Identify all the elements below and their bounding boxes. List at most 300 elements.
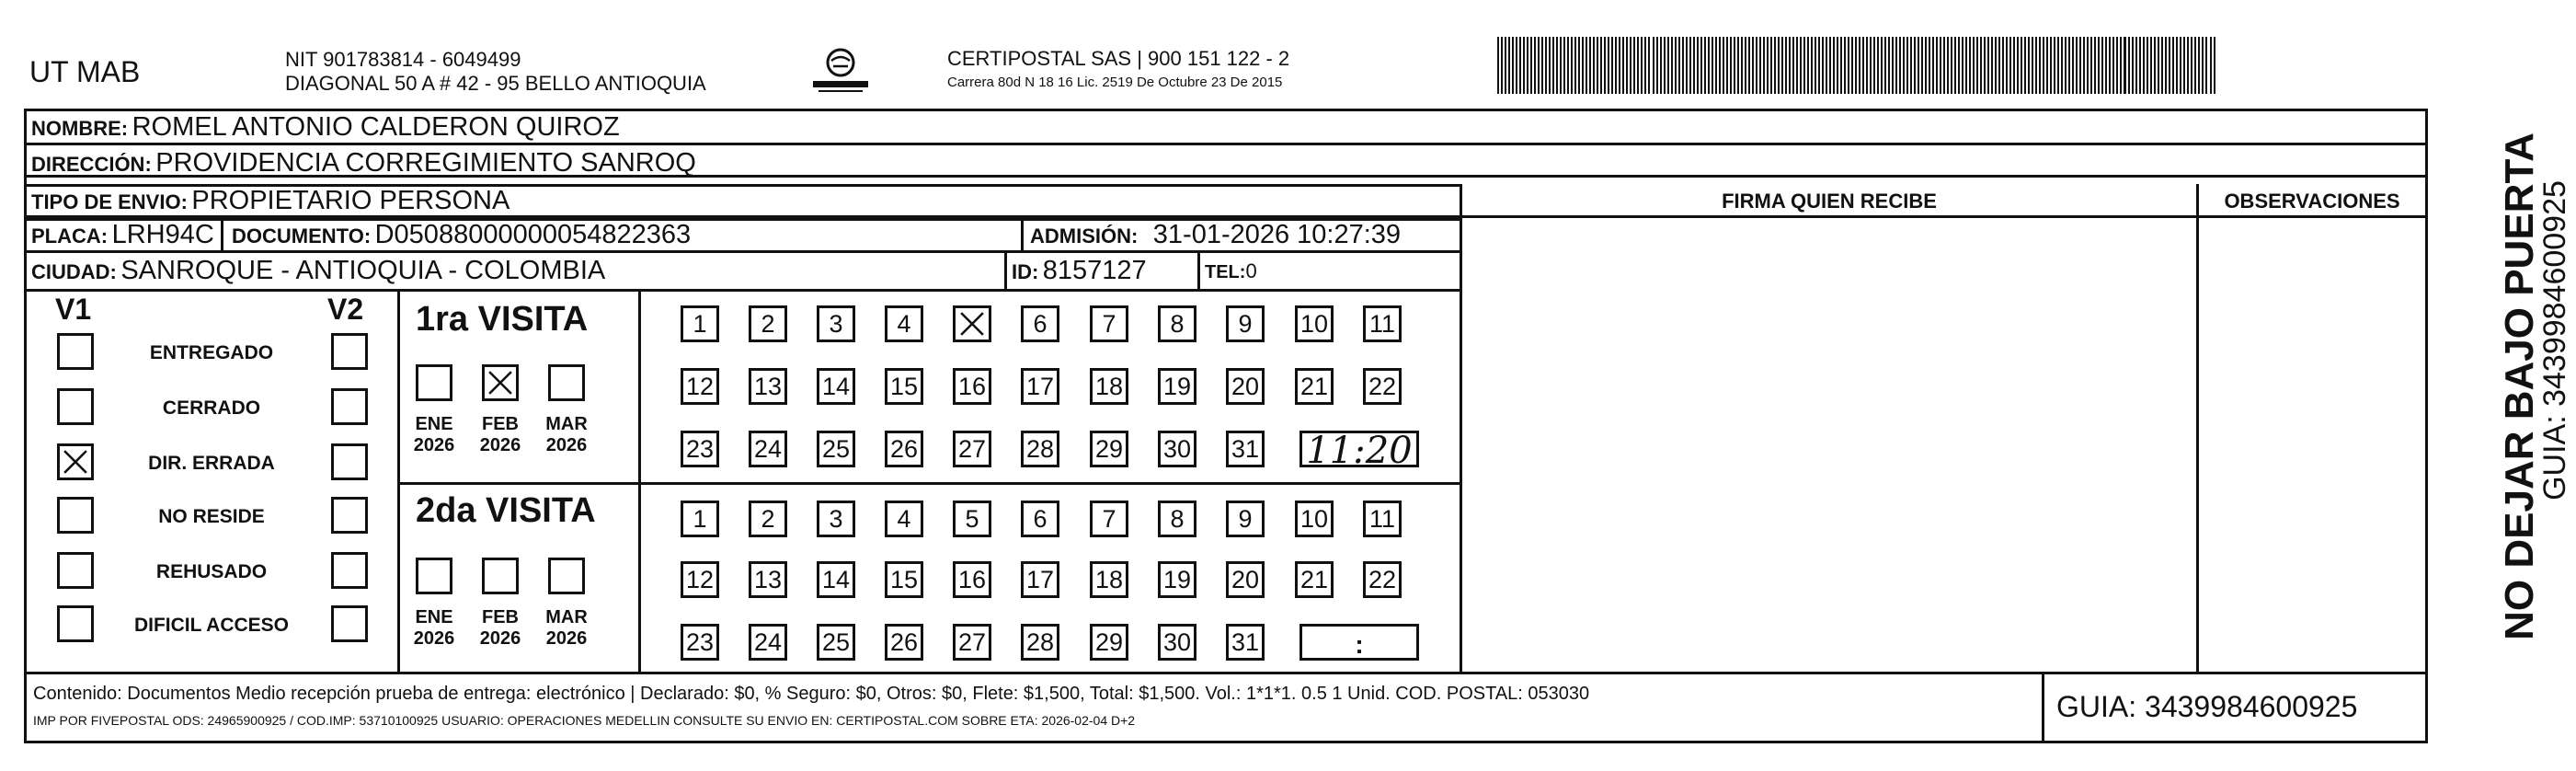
barcode-bar — [1641, 37, 1643, 94]
barcode-bar — [1803, 37, 1805, 94]
month-checkbox[interactable] — [548, 364, 585, 401]
day-box-26[interactable]: 26 — [885, 431, 923, 467]
day-box-3[interactable]: 3 — [817, 305, 855, 342]
day-box-11[interactable]: 11 — [1363, 305, 1402, 342]
barcode-bar — [1560, 37, 1562, 94]
barcode-bar — [1700, 37, 1702, 94]
barcode-bar — [1622, 37, 1624, 94]
barcode-bar — [1534, 37, 1536, 94]
barcode-bar — [1837, 37, 1838, 94]
barcode-bar — [1653, 37, 1654, 94]
day-box-17[interactable]: 17 — [1021, 561, 1059, 598]
barcode-bar — [2006, 37, 2008, 94]
barcode-bar — [2120, 37, 2122, 94]
month-checkbox[interactable] — [482, 558, 519, 594]
barcode-bar — [2205, 37, 2207, 94]
day-box-25[interactable]: 25 — [817, 624, 855, 661]
barcode-bar — [2068, 37, 2070, 94]
barcode-bar — [2024, 37, 2026, 94]
barcode-bar — [2083, 37, 2085, 94]
placa-label: PLACA: — [31, 224, 109, 247]
barcode-bar — [2072, 37, 2074, 94]
barcode-bar — [1785, 37, 1787, 94]
barcode-bar — [1998, 37, 2000, 94]
barcode-bar — [1697, 37, 1699, 94]
barcode-bar — [1910, 37, 1912, 94]
id-sep — [1004, 250, 1007, 289]
barcode-bar — [1862, 37, 1864, 94]
barcode-bar — [2198, 37, 2200, 94]
id-label: ID: — [1012, 260, 1039, 283]
v1-checkbox[interactable] — [57, 333, 94, 370]
barcode-bar — [1995, 37, 1997, 94]
barcode-bar — [1991, 37, 1993, 94]
barcode-bar — [1903, 37, 1905, 94]
observaciones-label: OBSERVACIONES — [2224, 190, 2400, 213]
id-value: 8157127 — [1042, 256, 1147, 285]
barcode-bar — [2105, 37, 2107, 94]
day-box-23[interactable]: 23 — [681, 431, 719, 467]
day-box-31[interactable]: 31 — [1226, 624, 1265, 661]
status-sep — [397, 289, 400, 672]
day-box-13[interactable]: 13 — [749, 368, 787, 405]
day-box-30[interactable]: 30 — [1158, 431, 1196, 467]
barcode-bar — [1892, 37, 1894, 94]
footer-guia: GUIA: 3439984600925 — [2056, 690, 2358, 723]
barcode-bar — [1741, 37, 1743, 94]
firma-label: FIRMA QUIEN RECIBE — [1722, 190, 1937, 213]
status-label: DIFICIL ACCESO — [133, 615, 289, 636]
day-box-4[interactable]: 4 — [885, 501, 923, 537]
barcode-bar — [2176, 37, 2178, 94]
frame-left — [24, 109, 27, 743]
barcode-bar — [2210, 37, 2212, 94]
carrier-name: CERTIPOSTAL SAS | 900 151 122 - 2 — [947, 47, 1290, 70]
barcode-bar — [1833, 37, 1835, 94]
barcode-bar — [1752, 37, 1754, 94]
barcode-bar — [1759, 37, 1761, 94]
day-box-11[interactable]: 11 — [1363, 501, 1402, 537]
day-box-13[interactable]: 13 — [749, 561, 787, 598]
barcode-bar — [1512, 37, 1514, 94]
barcode-bar — [2061, 37, 2063, 94]
barcode-bar — [2112, 37, 2114, 94]
barcode-bar — [2214, 37, 2215, 94]
barcode-bar — [1708, 37, 1710, 94]
barcode-bar — [2017, 37, 2019, 94]
barcode-bar — [1925, 37, 1927, 94]
month-label: MAR 2026 — [545, 607, 588, 649]
month-checkbox[interactable] — [482, 364, 519, 401]
barcode-bar — [1549, 37, 1551, 94]
tel-value: 0 — [1245, 259, 1257, 282]
barcode-bar — [1914, 37, 1916, 94]
day-box-28[interactable]: 28 — [1021, 431, 1059, 467]
v2-checkbox[interactable] — [331, 605, 368, 642]
barcode-bar — [1918, 37, 1919, 94]
barcode-bar — [1881, 37, 1883, 94]
barcode-bar — [1523, 37, 1525, 94]
v1-checkbox[interactable] — [57, 552, 94, 589]
barcode-bar — [1899, 37, 1901, 94]
visit1-title: 1ra VISITA — [416, 300, 589, 339]
admision-value: 31-01-2026 10:27:39 — [1152, 220, 1402, 249]
tel-label: TEL: — [1205, 262, 1246, 282]
barcode-bar — [2043, 37, 2044, 94]
day-box-15[interactable]: 15 — [885, 368, 923, 405]
barcode-bar — [1567, 37, 1569, 94]
v2-heading: V2 — [327, 293, 364, 326]
placa-value: LRH94C — [111, 220, 214, 249]
col-firma-left — [1460, 184, 1462, 672]
visit2-time: : — [1355, 630, 1364, 659]
day-box-30[interactable]: 30 — [1158, 624, 1196, 661]
v1-checkbox[interactable] — [57, 388, 94, 425]
barcode-bar — [2161, 37, 2163, 94]
barcode-bar — [1608, 37, 1609, 94]
barcode-bar — [1734, 37, 1735, 94]
day-box-7[interactable]: 7 — [1090, 501, 1128, 537]
barcode-bar — [1781, 37, 1783, 94]
day-box-14[interactable]: 14 — [817, 368, 855, 405]
barcode-bar — [1574, 37, 1576, 94]
no-dejar-bajo-puerta: NO DEJAR BAJO PUERTA — [2497, 132, 2542, 640]
barcode-bar — [1800, 37, 1802, 94]
barcode-bar — [1589, 37, 1591, 94]
barcode-bar — [1840, 37, 1842, 94]
day-box-24[interactable]: 24 — [749, 624, 787, 661]
barcode-bar — [2087, 37, 2089, 94]
barcode-bar — [1940, 37, 1941, 94]
v2-checkbox[interactable] — [331, 552, 368, 589]
barcode-bar — [1778, 37, 1780, 94]
day-box-3[interactable]: 3 — [817, 501, 855, 537]
barcode-bar — [2194, 37, 2196, 94]
guia-sep — [2042, 672, 2044, 743]
nombre-label: NOMBRE: — [31, 117, 129, 140]
barcode-bar — [2132, 37, 2134, 94]
barcode-bar — [1715, 37, 1717, 94]
v1-checkbox[interactable] — [57, 605, 94, 642]
col-obs-left — [2196, 184, 2199, 672]
status-label: DIR. ERRADA — [148, 453, 275, 474]
barcode-bar — [2050, 37, 2052, 94]
barcode-bar — [1807, 37, 1809, 94]
barcode-bar — [1954, 37, 1956, 94]
barcode-bar — [1671, 37, 1673, 94]
barcode-bar — [1682, 37, 1684, 94]
day-box-2[interactable]: 2 — [749, 501, 787, 537]
month-checkbox[interactable] — [416, 558, 452, 594]
barcode-bar — [2039, 37, 2041, 94]
barcode-bar — [1884, 37, 1886, 94]
barcode-bar — [2054, 37, 2055, 94]
day-box-6[interactable]: 6 — [1021, 501, 1059, 537]
barcode-bar — [1508, 37, 1510, 94]
barcode-bar — [1644, 37, 1646, 94]
barcode-bar — [2135, 37, 2137, 94]
barcode-bar — [1936, 37, 1938, 94]
barcode-bar — [1611, 37, 1613, 94]
barcode-bar — [2150, 37, 2152, 94]
barcode-bar — [1497, 37, 1499, 94]
day-box-10[interactable]: 10 — [1295, 501, 1334, 537]
barcode-bar — [1719, 37, 1721, 94]
barcode-bar — [1615, 37, 1617, 94]
barcode-bar — [1571, 37, 1573, 94]
day-box-18[interactable]: 18 — [1090, 561, 1128, 598]
barcode-bar — [1973, 37, 1975, 94]
day-box-10[interactable]: 10 — [1295, 305, 1334, 342]
day-box-2[interactable]: 2 — [749, 305, 787, 342]
barcode-bar — [1987, 37, 1989, 94]
visit2-time-box[interactable] — [1299, 624, 1419, 661]
barcode-bar — [1855, 37, 1857, 94]
barcode-bar — [2180, 37, 2181, 94]
month-checkbox[interactable] — [416, 364, 452, 401]
month-label: FEB 2026 — [479, 607, 521, 649]
day-box-20[interactable]: 20 — [1226, 561, 1265, 598]
day-box-8[interactable]: 8 — [1158, 501, 1196, 537]
barcode-bar — [1763, 37, 1765, 94]
visit1-time-box[interactable] — [1299, 430, 1419, 472]
barcode-bar — [1929, 37, 1930, 94]
month-label: FEB 2026 — [479, 414, 521, 455]
barcode-bar — [1545, 37, 1547, 94]
v1-checkbox[interactable] — [57, 497, 94, 534]
barcode-bar — [1789, 37, 1791, 94]
day-box-27[interactable]: 27 — [953, 624, 991, 661]
day-box-9[interactable]: 9 — [1226, 305, 1265, 342]
day-box-31[interactable]: 31 — [1226, 431, 1265, 467]
adm-sep — [1021, 218, 1024, 250]
v2-checkbox[interactable] — [331, 497, 368, 534]
row-line — [24, 672, 2428, 674]
barcode-bar — [1519, 37, 1521, 94]
day-box-1[interactable]: 1 — [681, 305, 719, 342]
day-box-24[interactable]: 24 — [749, 431, 787, 467]
footer-imp: IMP POR FIVEPOSTAL ODS: 24965900925 / COD.IMP: 53710100925 USUARIO: OPERACIONES MEDELLIN CONSULTE SU ENVIO EN: CERTIPOSTAL.COM SOBRE ETA: 2026-02-04 D+2 — [33, 713, 1136, 728]
barcode-bar — [1767, 37, 1769, 94]
barcode-bar — [2076, 37, 2078, 94]
nit-text: NIT 901783814 - 6049499 — [285, 48, 521, 71]
barcode — [1497, 37, 2224, 94]
barcode-bar — [1527, 37, 1528, 94]
barcode-bar — [1675, 37, 1677, 94]
barcode-bar — [1505, 37, 1506, 94]
firma-header-line — [1460, 215, 2428, 218]
footer-contenido: Contenido: Documentos Medio recepción prueba de entrega: electrónico | Declarado: $0, % Seguro: $0, Otros: $0, Flete: $1,500, Total: $1,500. Vol.: 1*1*1. 0.5 1 Unid. COD. POSTAL: 053030 — [33, 684, 1590, 704]
day-box-9[interactable]: 9 — [1226, 501, 1265, 537]
barcode-bar — [1689, 37, 1691, 94]
documento-label: DOCUMENTO: — [232, 224, 372, 247]
barcode-bar — [1637, 37, 1639, 94]
day-box-18[interactable]: 18 — [1090, 368, 1128, 405]
barcode-bar — [1848, 37, 1849, 94]
barcode-bar — [1969, 37, 1971, 94]
barcode-bar — [1664, 37, 1666, 94]
barcode-bar — [1516, 37, 1517, 94]
direccion-label: DIRECCIÓN: — [31, 153, 152, 176]
v2-checkbox[interactable] — [331, 388, 368, 425]
barcode-bar — [2165, 37, 2167, 94]
barcode-bar — [1552, 37, 1554, 94]
barcode-bar — [2154, 37, 2156, 94]
v1-heading: V1 — [55, 293, 92, 326]
barcode-bar — [2057, 37, 2059, 94]
barcode-bar — [1563, 37, 1565, 94]
barcode-bar — [1593, 37, 1595, 94]
frame-right — [2425, 109, 2428, 743]
barcode-bar — [1501, 37, 1503, 94]
day-box-8[interactable]: 8 — [1158, 305, 1196, 342]
barcode-bar — [1604, 37, 1606, 94]
v1-checkbox[interactable] — [57, 443, 94, 480]
frame-top — [24, 109, 2428, 111]
barcode-bar — [1980, 37, 1982, 94]
barcode-bar — [1818, 37, 1820, 94]
day-box-25[interactable]: 25 — [817, 431, 855, 467]
barcode-bar — [1943, 37, 1945, 94]
day-box-12[interactable]: 12 — [681, 561, 719, 598]
barcode-bar — [1756, 37, 1757, 94]
barcode-bar — [1851, 37, 1853, 94]
barcode-bar — [2021, 37, 2022, 94]
day-box-14[interactable]: 14 — [817, 561, 855, 598]
ciudad-label: CIUDAD: — [31, 260, 117, 283]
day-box-26[interactable]: 26 — [885, 624, 923, 661]
barcode-bar — [2143, 37, 2145, 94]
visit-sep — [397, 482, 1461, 485]
status-label: ENTREGADO — [149, 342, 274, 363]
barcode-bar — [2147, 37, 2148, 94]
day-box-17[interactable]: 17 — [1021, 368, 1059, 405]
month-label: ENE 2026 — [413, 414, 455, 455]
v2-checkbox[interactable] — [331, 443, 368, 480]
day-box-27[interactable]: 27 — [953, 431, 991, 467]
tipo-value: PROPIETARIO PERSONA — [191, 186, 510, 215]
barcode-bar — [1678, 37, 1680, 94]
day-box-16[interactable]: 16 — [953, 561, 991, 598]
barcode-bar — [1976, 37, 1978, 94]
barcode-bar — [2191, 37, 2192, 94]
day-box-20[interactable]: 20 — [1226, 368, 1265, 405]
barcode-bar — [1723, 37, 1724, 94]
company-address: DIAGONAL 50 A # 42 - 95 BELLO ANTIOQUIA — [285, 72, 706, 95]
day-box-19[interactable]: 19 — [1158, 561, 1196, 598]
day-box-1[interactable]: 1 — [681, 501, 719, 537]
logo-text — [809, 46, 816, 47]
side-guia: GUIA: 3439984600925 — [2537, 180, 2572, 501]
day-box-29[interactable]: 29 — [1090, 431, 1128, 467]
month-sep — [638, 289, 641, 672]
barcode-bar — [2046, 37, 2048, 94]
barcode-bar — [1693, 37, 1695, 94]
day-box-21[interactable]: 21 — [1295, 368, 1334, 405]
barcode-bar — [1626, 37, 1628, 94]
barcode-bar — [1633, 37, 1635, 94]
row-line — [24, 289, 1461, 292]
day-box-21[interactable]: 21 — [1295, 561, 1334, 598]
day-box-19[interactable]: 19 — [1158, 368, 1196, 405]
barcode-bar — [1541, 37, 1543, 94]
direccion-value: PROVIDENCIA CORREGIMIENTO SANROQ — [155, 148, 696, 178]
barcode-bar — [2116, 37, 2118, 94]
barcode-bar — [1686, 37, 1688, 94]
barcode-bar — [1726, 37, 1728, 94]
day-box-15[interactable]: 15 — [885, 561, 923, 598]
certipostal-logo — [809, 46, 872, 98]
barcode-bar — [1748, 37, 1750, 94]
barcode-bar — [1895, 37, 1897, 94]
month-label: MAR 2026 — [545, 414, 588, 455]
barcode-bar — [1774, 37, 1776, 94]
month-checkbox[interactable] — [548, 558, 585, 594]
day-box-22[interactable]: 22 — [1363, 368, 1402, 405]
day-box-22[interactable]: 22 — [1363, 561, 1402, 598]
day-box-6[interactable]: 6 — [1021, 305, 1059, 342]
barcode-bar — [1737, 37, 1739, 94]
barcode-bar — [1906, 37, 1908, 94]
barcode-bar — [1811, 37, 1813, 94]
barcode-bar — [1822, 37, 1824, 94]
day-box-7[interactable]: 7 — [1090, 305, 1128, 342]
barcode-bar — [2090, 37, 2092, 94]
barcode-bar — [2094, 37, 2096, 94]
barcode-bar — [1586, 37, 1587, 94]
day-box-29[interactable]: 29 — [1090, 624, 1128, 661]
v2-checkbox[interactable] — [331, 333, 368, 370]
visit2-title: 2da VISITA — [416, 491, 596, 530]
day-box-4[interactable]: 4 — [885, 305, 923, 342]
barcode-bar — [1578, 37, 1580, 94]
barcode-bar — [1877, 37, 1879, 94]
day-box-12[interactable]: 12 — [681, 368, 719, 405]
nombre-value: ROMEL ANTONIO CALDERON QUIROZ — [132, 112, 620, 142]
barcode-bar — [2032, 37, 2033, 94]
day-box-5[interactable]: 5 — [953, 501, 991, 537]
status-label: REHUSADO — [155, 561, 268, 582]
barcode-bar — [2013, 37, 2015, 94]
documento-value: D05088000000054822363 — [374, 220, 692, 249]
status-label: NO RESIDE — [158, 506, 265, 527]
carrier-license: Carrera 80d N 18 16 Lic. 2519 De Octubre 23 De 2015 — [947, 75, 1283, 90]
barcode-bar — [1770, 37, 1772, 94]
day-box-5[interactable] — [953, 305, 991, 342]
barcode-bar — [1667, 37, 1669, 94]
barcode-bar — [1947, 37, 1949, 94]
day-box-23[interactable]: 23 — [681, 624, 719, 661]
barcode-bar — [1745, 37, 1746, 94]
barcode-bar — [1962, 37, 1963, 94]
barcode-bar — [2009, 37, 2011, 94]
barcode-bar — [1530, 37, 1532, 94]
company-name: UT MAB — [29, 55, 141, 88]
barcode-bar — [1796, 37, 1798, 94]
barcode-bar — [1704, 37, 1706, 94]
day-box-16[interactable]: 16 — [953, 368, 991, 405]
barcode-bar — [1648, 37, 1650, 94]
barcode-bar — [2169, 37, 2170, 94]
frame-bottom — [24, 741, 2428, 743]
barcode-bar — [2098, 37, 2100, 94]
barcode-bar — [1866, 37, 1868, 94]
barcode-bar — [1660, 37, 1662, 94]
barcode-bar — [2124, 37, 2126, 94]
barcode-bar — [1656, 37, 1658, 94]
day-box-28[interactable]: 28 — [1021, 624, 1059, 661]
barcode-bar — [1921, 37, 1923, 94]
